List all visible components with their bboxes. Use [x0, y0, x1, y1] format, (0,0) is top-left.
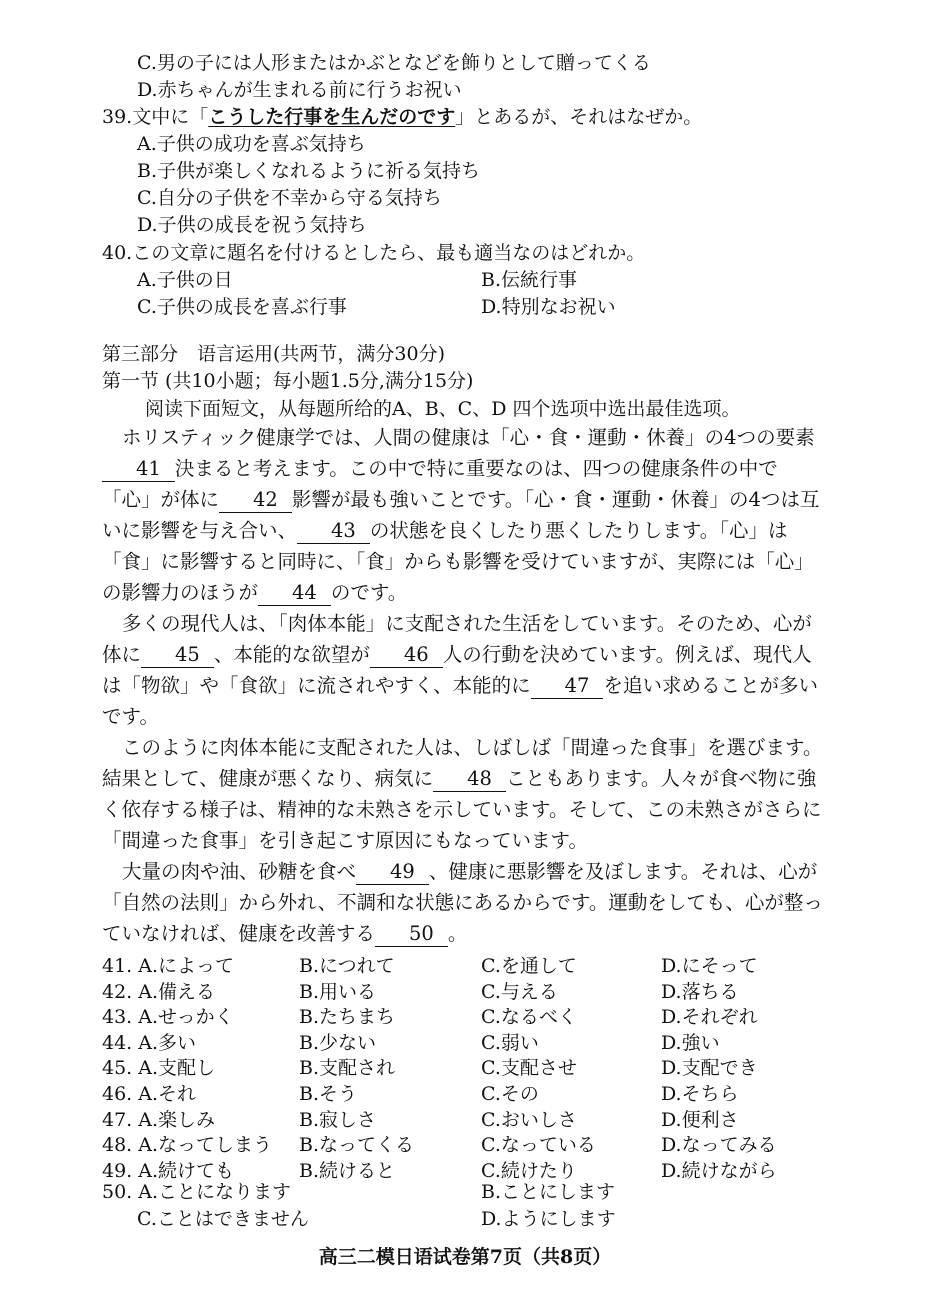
answer-option: D.そちら [661, 1083, 739, 1105]
answer-row [102, 1004, 822, 1030]
passage-paragraph-3: このように肉体本能に支配された人は、しばしば「間違った食事」を選びます。結果として、健康が悪くなり、病気に 48 こともあります。人々が食べ物に強く依存する様子は、精神的な未熟さを示しています。そして、この未熟さがさらに「間違った食事」を引き起こす原因にもなっています。 [102, 736, 823, 852]
answer-option: 48. A.なってしまう [102, 1134, 273, 1157]
answer-option: C.与える [481, 980, 558, 1003]
q39-option-d: D.子供の成長を祝う気持ち [137, 214, 367, 236]
q38-option-c: C.男の子には人形またはかぶとなどを飾りとして贈ってくる [137, 52, 651, 74]
q39-prefix: 39.文中に「 [102, 106, 209, 128]
q38-option-d: D.赤ちゃんが生まれる前に行うお祝い [137, 79, 462, 101]
answer-option: 42. A.備える [102, 980, 216, 1003]
answer-option: C.を通して [481, 955, 577, 977]
answer-option: 41. A.によって [102, 955, 235, 977]
answer-option: D.続けながら [661, 1159, 777, 1182]
answer-option: D.便利さ [661, 1108, 739, 1131]
q39-stem [102, 104, 702, 130]
blank-47: 47 [531, 674, 604, 699]
q39-option-a: A.子供の成功を喜ぶ気持ち [137, 133, 366, 155]
blank-50: 50 [375, 922, 448, 947]
answer-option: D.にそって [661, 955, 758, 977]
blank-41: 41 [102, 457, 175, 482]
answer-option: C.なっている [481, 1134, 596, 1157]
answer-option: B.少ない [299, 1031, 377, 1054]
answer-option: D.落ちる [661, 980, 739, 1003]
q39-quote: こうした行事を生んだのです [208, 106, 456, 128]
q50-option-d: D.ようにします [481, 1208, 616, 1230]
section3-title: 第三部分 语言运用(共两节，满分30分) [102, 343, 446, 365]
answer-option: B.そう [299, 1083, 358, 1105]
blank-49: 49 [356, 860, 429, 885]
answer-option: D.強い [661, 1031, 720, 1054]
q40-option-b: B.伝統行事 [481, 269, 578, 291]
answer-option: D.支配でき [661, 1057, 758, 1080]
answer-option: C.弱い [481, 1031, 539, 1054]
answer-option: C.支配させ [481, 1057, 577, 1080]
answer-option: 43. A.せっかく [102, 1006, 234, 1029]
section3-subtitle: 第一节 (共10小题；每小题1.5分,满分15分) [102, 370, 474, 392]
q40-option-a: A.子供の日 [137, 269, 233, 291]
answer-option: B.につれて [299, 955, 395, 977]
page-footer: 高三二模日语试卷第7页（共8页） [318, 1246, 612, 1268]
answer-option: C.おいしさ [481, 1108, 577, 1131]
answer-option: D.なってみる [661, 1134, 777, 1157]
q40-option-d: D.特別なお祝い [481, 296, 616, 318]
answer-option: 47. A.楽しみ [102, 1108, 216, 1131]
passage-paragraph-2: 多くの現代人は、「肉体本能」に支配された生活をしています。そのため、心が体に 45 、本能的な欲望が 46 人の行動を決めています。例えば、現代人は「物欲」や「食欲」に流されやすく、本能的に 47 を追い求めることが多いです。 [102, 612, 818, 728]
answer-option: B.支配され [299, 1057, 396, 1080]
section3-instruction: 阅读下面短文，从每题所给的A、B、C、D 四个选项中选出最佳选项。 [145, 398, 741, 420]
q40-stem: 40.この文章に題名を付けるとしたら、最も適当なのはどれか。 [102, 242, 646, 264]
q50-option-b: B.ことにします [481, 1181, 616, 1203]
blank-42: 42 [219, 488, 292, 513]
answer-option: C.その [481, 1083, 539, 1105]
answer-option: C.続けたり [481, 1159, 577, 1182]
q39-suffix: 」とあるが、それはなぜか。 [455, 106, 703, 128]
q50-option-c: C.ことはできません [137, 1208, 309, 1230]
blank-43: 43 [297, 519, 370, 544]
answer-option: 46. A.それ [102, 1083, 197, 1105]
blank-48: 48 [433, 767, 506, 792]
cloze-passage [102, 422, 826, 949]
q40-option-c: C.子供の成長を喜ぶ行事 [137, 296, 347, 318]
answer-option: 49. A.続けても [102, 1159, 235, 1182]
passage-paragraph-1: ホリスティック健康学では、人間の健康は「心・食・運動・休養」の4つの要素41 決まると考えます。この中で特に重要なのは、四つの健康条件の中で「心」が体に 42 影響が最も強いことです。「心・食・運動・休養」の4つは互いに影響を与え合い、 43 の状態を良くしたり悪くしたりします。「心」は「食」に影響すると同時に、「食」からも影響を受けていますが、実際には「心」の影響力のほうが 44 のです。 [102, 426, 820, 604]
answer-option: 45. A.支配し [102, 1057, 216, 1080]
answer-row [102, 979, 822, 1005]
answer-row [102, 1132, 822, 1158]
answer-row [102, 1030, 822, 1056]
answer-option: B.たちまち [299, 1006, 396, 1029]
answer-option: B.用いる [299, 980, 377, 1003]
q39-option-b: B.子供が楽しくなれるように祈る気持ち [137, 160, 481, 182]
blank-45: 45 [141, 643, 214, 668]
answer-row [102, 1081, 822, 1107]
blank-46: 46 [370, 643, 443, 668]
passage-paragraph-4: 大量の肉や油、砂糖を食べ 49 、健康に悪影響を及ぼします。それは、心が「自然の法則」から外れ、不調和な状態にあるからです。運動をしても、心が整っていなければ、健康を改善する 50 。 [102, 860, 823, 945]
blank-44: 44 [258, 581, 331, 606]
q39-option-c: C.自分の子供を不幸から守る気持ち [137, 187, 442, 209]
answer-option: 44. A.多い [102, 1031, 197, 1054]
q50-option-a: 50. A.ことになります [102, 1181, 292, 1203]
answer-row [102, 1107, 822, 1133]
answer-option: B.寂しさ [299, 1108, 377, 1131]
answer-row [102, 1055, 822, 1081]
answer-option: D.それぞれ [661, 1006, 758, 1029]
answer-option: B.続けると [299, 1159, 396, 1182]
answer-row [102, 953, 822, 979]
answer-option: B.なってくる [299, 1134, 415, 1157]
answer-option: C.なるべく [481, 1006, 577, 1029]
